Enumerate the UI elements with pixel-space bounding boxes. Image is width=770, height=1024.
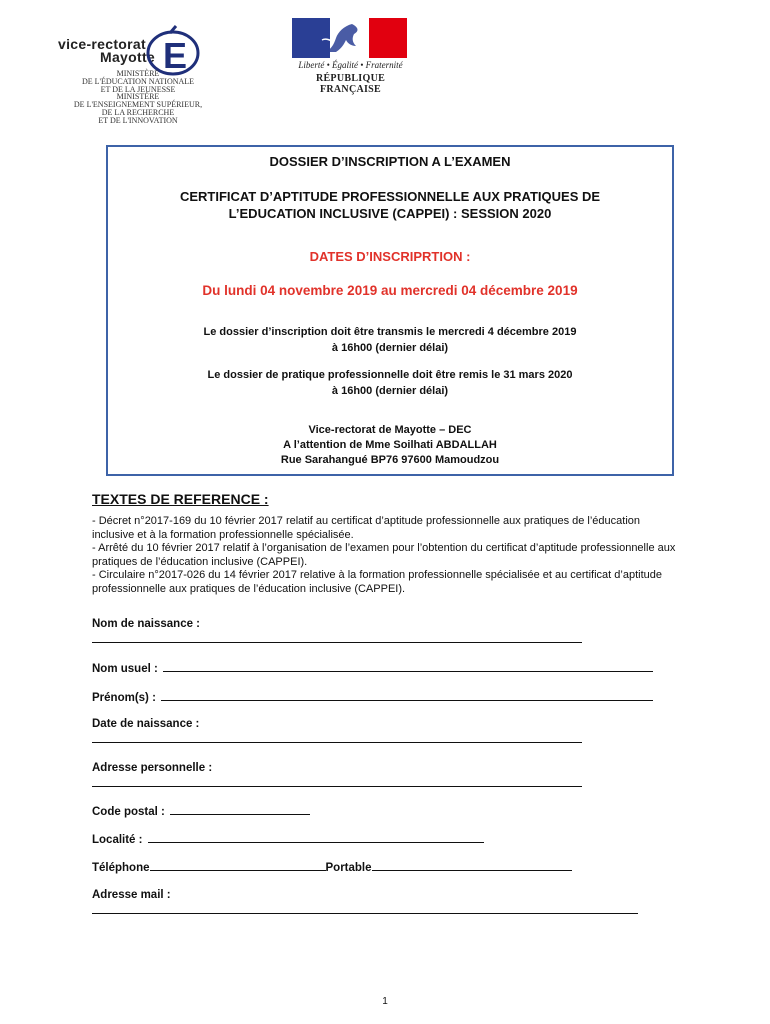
field-adresse[interactable]: [92, 762, 212, 774]
field-label: Adresse mail :: [92, 889, 171, 901]
republique-francaise-logo: [288, 18, 413, 95]
code-postal-line[interactable]: [170, 804, 310, 815]
field-label: Nom de naissance :: [92, 618, 201, 630]
prenoms-line[interactable]: [161, 690, 653, 701]
rf-motto: Liberté • Égalité • Fraternité: [298, 60, 403, 70]
svg-text:E: E: [163, 35, 188, 76]
ministry-higher-education: MINISTÈRE DE L'ENSEIGNEMENT SUPÉRIEUR, DE LA RECHERCHE ET DE L'INNOVATION: [73, 92, 203, 125]
deadline-pratique: Le dossier de pratique professionnelle doit être remis le 31 mars 2020 à 16h00 (dernier délai): [207, 369, 573, 397]
certificat-title: CERTIFICAT D’APTITUDE PROFESSIONNELLE AUX PRATIQUES DE L’EDUCATION INCLUSIVE (CAPPEI) : SESSION 2020: [179, 189, 601, 221]
field-label: Adresse personnelle :: [92, 762, 213, 774]
field-nom-usuel[interactable]: [92, 661, 653, 675]
nom-naissance-line[interactable]: [92, 642, 582, 643]
field-date-naissance[interactable]: [92, 718, 199, 730]
portable-line[interactable]: [372, 860, 572, 871]
field-label: Date de naissance :: [92, 718, 200, 730]
field-mail[interactable]: [92, 889, 171, 901]
field-label: Nom usuel :: [92, 663, 158, 675]
rf-title: RÉPUBLIQUE FRANÇAISE: [315, 73, 386, 95]
mail-line[interactable]: [92, 913, 638, 914]
field-localite[interactable]: [92, 832, 484, 846]
field-code-postal[interactable]: [92, 804, 310, 818]
deadline-dossier: Le dossier d’inscription doit être transmis le mercredi 4 décembre 2019 à 16h00 (dernier délai): [203, 326, 577, 354]
ministry-education: MINISTÈRE DE L'ÉDUCATION NATIONALE ET DE LA JEUNESSE: [81, 69, 195, 94]
reference-item: - Circulaire n°2017-026 du 14 février 2017 relative à la formation professionnelle spécialisée et au certificat d’aptitude professionnelle aux pratiques de l’éducation inclusive (CAPPEI).: [92, 569, 662, 595]
inscription-period: Du lundi 04 novembre 2019 au mercredi 04 décembre 2019: [202, 283, 578, 298]
reference-item: - Arrêté du 10 février 2017 relatif à l’organisation de l’examen pour l’obtention du certificat d’aptitude professionnelle aux pratiques de l’éducation inclusive (CAPPEI).: [92, 542, 676, 568]
dossier-title: DOSSIER D’INSCRIPTION A L’EXAMEN: [269, 154, 511, 169]
inscription-box: [106, 145, 674, 476]
localite-line[interactable]: [148, 832, 484, 843]
telephone-line[interactable]: [150, 860, 326, 871]
postal-address: Vice-rectorat de Mayotte – DEC A l’attention de Mme Soilhati ABDALLAH Rue Sarahangué BP76 97600 Mamoudzou: [280, 424, 500, 466]
vice-rectorat-label: vice-rectorat: [58, 36, 146, 52]
adresse-line[interactable]: [92, 786, 582, 787]
field-prenoms[interactable]: [92, 690, 653, 704]
references-heading: TEXTES DE REFERENCE :: [92, 491, 269, 507]
page-number: 1: [382, 996, 388, 1007]
dates-heading: DATES D’INSCRIPRTION :: [309, 249, 471, 264]
field-telephone[interactable]: [92, 860, 572, 874]
date-naissance-line[interactable]: [92, 742, 582, 743]
vice-rectorat-logo: [38, 22, 238, 125]
nom-usuel-line[interactable]: [163, 661, 653, 672]
references-list: [92, 515, 682, 596]
field-nom-naissance[interactable]: [92, 618, 200, 630]
field-label: Code postal :: [92, 806, 165, 818]
reference-item: - Décret n°2017-169 du 10 février 2017 relatif au certificat d’aptitude professionnelle aux pratiques de l’éducation inclusive et à la formation professionnelle spécialisée.: [92, 515, 641, 541]
marianne-flag-icon: [292, 18, 407, 58]
mayotte-label: Mayotte: [100, 49, 155, 65]
field-label: Téléphone: [92, 862, 150, 874]
portable-label: Portable: [325, 862, 372, 874]
field-label: Prénom(s) :: [92, 692, 156, 704]
field-label: Localité :: [92, 834, 143, 846]
